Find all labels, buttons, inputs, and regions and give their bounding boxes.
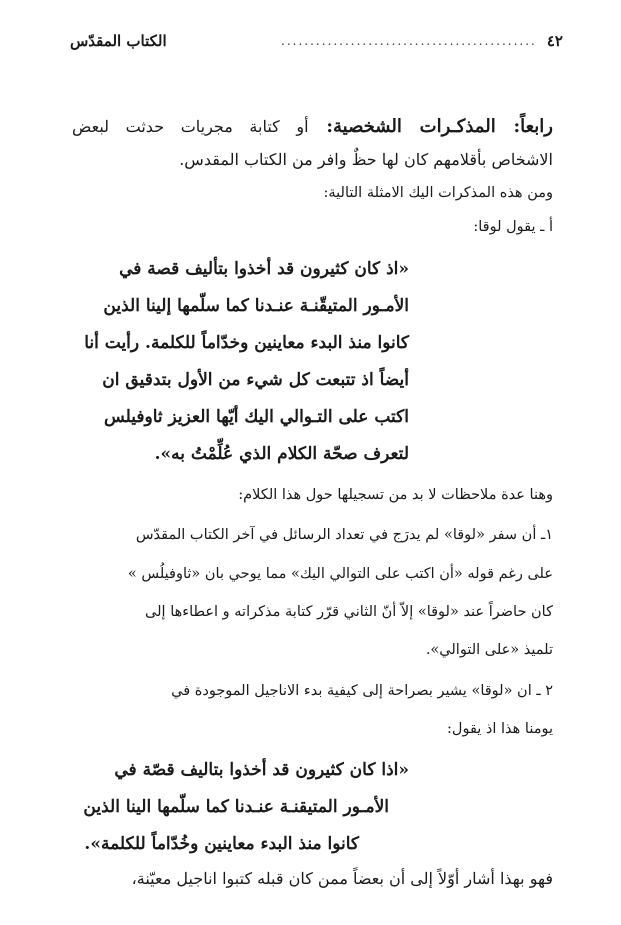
quote-line-1: «اذ كان كثيرون قد أخذوا بتأليف قصة في <box>119 259 409 279</box>
quote-line-4: أيضاً اذ تتبعت كل شيء من الأول بتدقيق ان <box>102 370 409 390</box>
page-header <box>70 28 563 54</box>
quote2-line-1: «اذا كان كثيرون قد أخذوا بتاليف قصّة في <box>114 760 409 780</box>
note1-line-3: كان حاضراً عند «لوقا» إلاّ أنّ الثاني قرّر كتابة مذكراته و اعطاءها إلى <box>145 604 553 620</box>
note1-line-4: تلميذ «على التوالي». <box>425 642 553 658</box>
note1-line-1: ١ـ أن سفر «لوقا» لم يدرَج في تعداد الرسائل في آخر الكتاب المقدّس <box>135 527 553 543</box>
item-a-label: أ ـ يقول لوقا: <box>473 219 553 235</box>
notes-intro: وهنا عدة ملاحظات لا بد من تسجيلها حول هذا الكلام: <box>238 487 553 503</box>
quote-line-2: الأمـور المتيقّنـة عنـدنا كما سلّمها إلينا الذين <box>103 296 409 316</box>
examples-intro: ومن هذه المذكرات اليك الامثلة التالية: <box>323 185 553 201</box>
closing-line: فهو بهذا أشار أوّلاً إلى أن بعضاً ممن كان قبله كتبوا اناجيل معيّنة، <box>131 869 553 888</box>
note2-line-2: يومنا هذا اذ يقول: <box>447 721 553 737</box>
running-title: الكتاب المقدّس <box>70 32 167 50</box>
note2-line-1: ٢ ـ ان «لوقا» يشير بصراحة إلى كيفية بدء الاناجيل الموجودة في <box>171 683 553 699</box>
section-heading-label: رابعاً: المذكـرات الشخصية: <box>326 116 553 137</box>
section-heading-continuation: الاشخاص بأقلامهم كان لها حظٌ وافر من الكتاب المقدس. <box>179 150 553 169</box>
quote-line-3: كانوا منذ البدء معاينين وخدّاماً للكلمة. رأيت أنا <box>84 333 409 353</box>
header-leader-dots: ............................................ <box>281 34 537 48</box>
quote2-line-2: الأمـور المتيقنـة عنـدنا كما سلّمها الينا الذين <box>83 797 389 817</box>
section-heading-rest: أو كتابة مجريات حدثت لبعض <box>72 117 309 136</box>
quote-line-5: اكتب على التـوالي اليك أيّها العزيز ثاوفيلس <box>103 407 409 427</box>
quote2-line-3: كانوا منذ البدء معاينين وخُدّاماً للكلمة». <box>84 834 359 854</box>
quote-line-6: لتعرف صحّة الكلام الذي عُلِّمْتُ به». <box>154 444 409 464</box>
page-number: ٤٢ <box>546 32 563 50</box>
section-heading-line <box>72 118 553 136</box>
note1-line-2: على رغم قوله «أن اكتب على التوالي اليك» مما يوحي بان «ثاوفيلُس » <box>127 566 553 582</box>
